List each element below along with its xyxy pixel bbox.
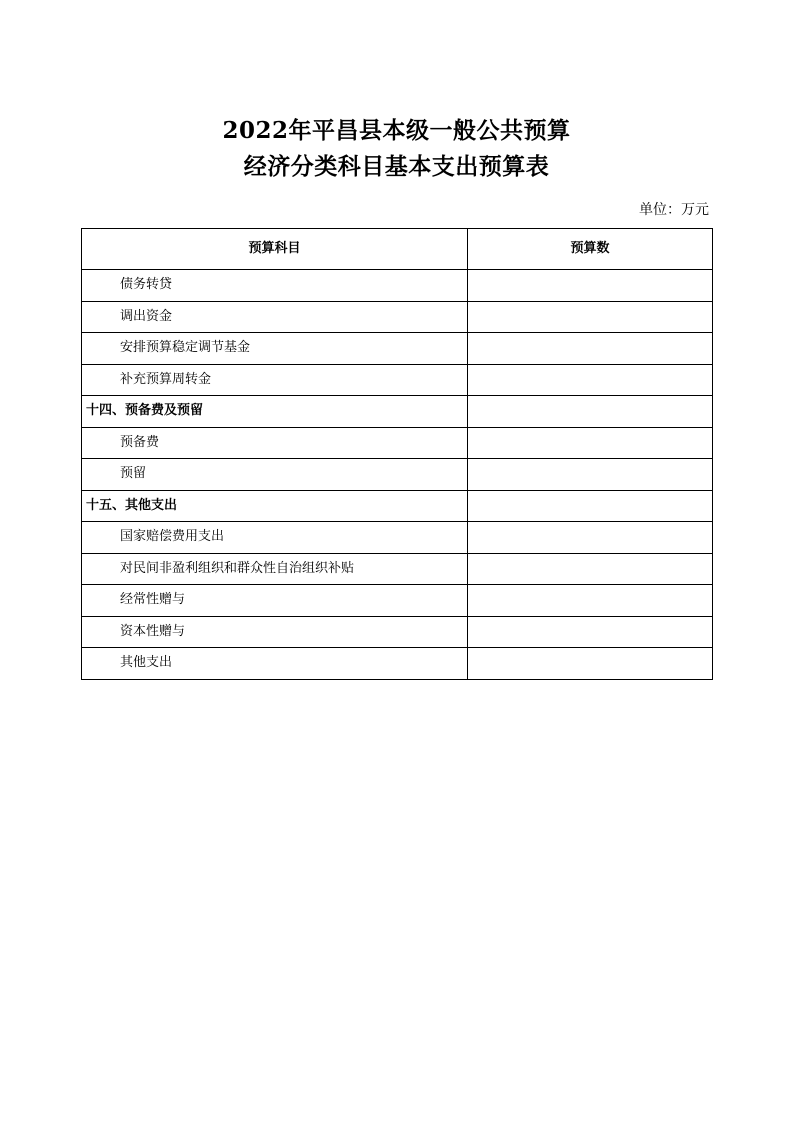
- budget-item-name: 经常性赠与: [82, 585, 468, 617]
- table-body: [82, 270, 713, 680]
- budget-item-name: 对民间非盈利组织和群众性自治组织补贴: [82, 553, 468, 585]
- budget-item-name: 安排预算稳定调节基金: [82, 333, 468, 365]
- budget-amount-cell: [468, 301, 713, 333]
- table-row: [82, 585, 713, 617]
- budget-item-name: 补充预算周转金: [82, 364, 468, 396]
- table-row: [82, 490, 713, 522]
- budget-item-name: 债务转贷: [82, 270, 468, 302]
- table-row: [82, 301, 713, 333]
- budget-item-name: 资本性赠与: [82, 616, 468, 648]
- budget-item-name: 预留: [82, 459, 468, 491]
- table-row: [82, 333, 713, 365]
- budget-item-name: 预备费: [82, 427, 468, 459]
- budget-amount-cell: [468, 427, 713, 459]
- table-row: [82, 553, 713, 585]
- budget-amount-cell: [468, 364, 713, 396]
- table-row: [82, 459, 713, 491]
- budget-item-name: 国家赔偿费用支出: [82, 522, 468, 554]
- budget-amount-cell: [468, 616, 713, 648]
- budget-amount-cell: [468, 522, 713, 554]
- budget-amount-cell: [468, 396, 713, 428]
- category-heading: 十五、其他支出: [82, 490, 468, 522]
- table-row: [82, 616, 713, 648]
- budget-item-name: 调出资金: [82, 301, 468, 333]
- budget-amount-cell: [468, 490, 713, 522]
- budget-item-name: 其他支出: [82, 648, 468, 680]
- budget-amount-cell: [468, 648, 713, 680]
- header-budget-item: 预算科目: [82, 229, 468, 270]
- budget-table: [81, 228, 713, 680]
- budget-amount-cell: [468, 585, 713, 617]
- budget-amount-cell: [468, 333, 713, 365]
- document-title-line1: 2022年平昌县本级一般公共预算: [222, 117, 571, 144]
- table-row: [82, 427, 713, 459]
- table-header-row: [82, 229, 713, 270]
- unit-label: 单位：万元: [639, 202, 709, 218]
- category-heading: 十四、预备费及预留: [82, 396, 468, 428]
- budget-amount-cell: [468, 459, 713, 491]
- header-budget-amount: 预算数: [468, 229, 713, 270]
- budget-amount-cell: [468, 270, 713, 302]
- table-row: [82, 270, 713, 302]
- table-row: [82, 396, 713, 428]
- table-row: [82, 648, 713, 680]
- budget-amount-cell: [468, 553, 713, 585]
- table-row: [82, 364, 713, 396]
- document-title-line2: 经济分类科目基本支出预算表: [243, 153, 550, 180]
- table-row: [82, 522, 713, 554]
